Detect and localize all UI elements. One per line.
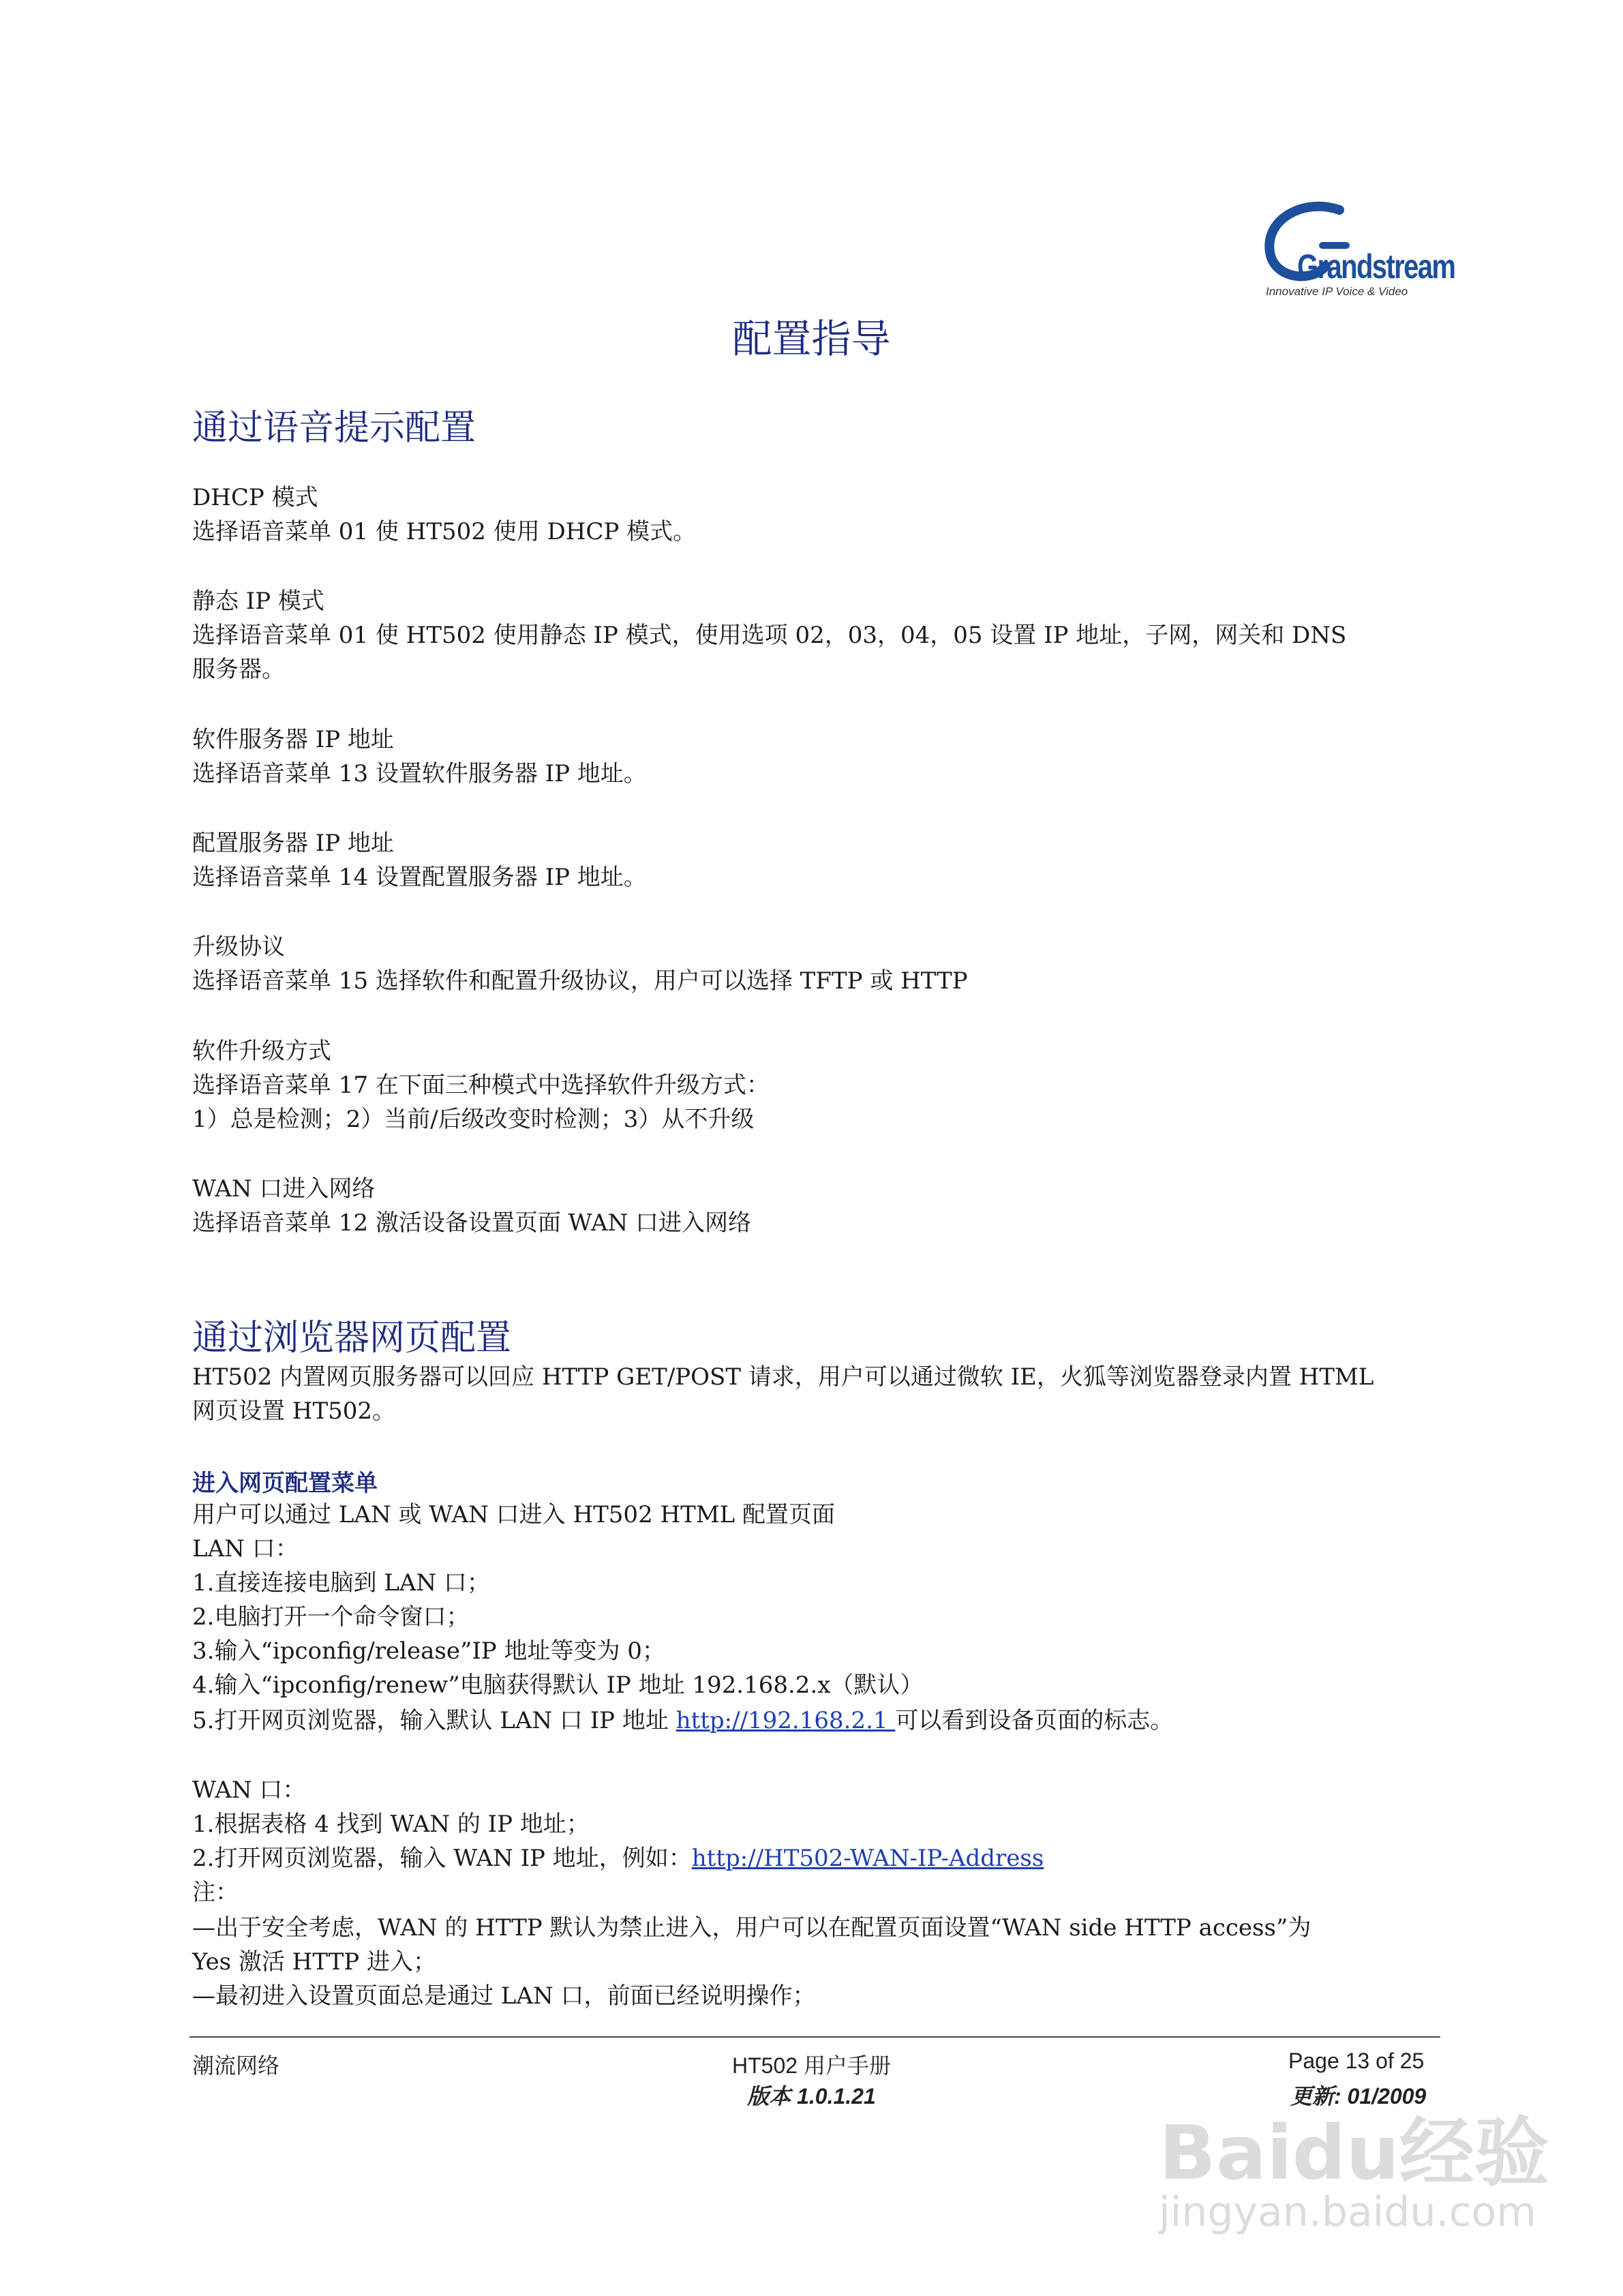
text-line: 配置服务器 IP 地址	[192, 830, 394, 857]
footer-version: 版本 1.0.1.21	[747, 2084, 876, 2109]
text-line: 静态 IP 模式	[192, 588, 324, 615]
text-line-with-link	[192, 1706, 1173, 1736]
logo-brand-text: Grandstream	[1297, 247, 1455, 286]
subsection-heading: 进入网页配置菜单	[192, 1470, 378, 1497]
text-line: 升级协议	[192, 933, 285, 961]
text-line: 软件服务器 IP 地址	[192, 726, 394, 753]
text-line: 1.直接连接电脑到 LAN 口；	[192, 1569, 490, 1597]
footer-divider	[189, 2036, 1440, 2038]
grandstream-logo	[1258, 198, 1455, 307]
text-segment: 5.打开网页浏览器，输入默认 LAN 口 IP 地址	[192, 1707, 676, 1734]
text-line: Yes 激活 HTTP 进入；	[192, 1948, 436, 1976]
footer-company: 潮流网络	[192, 2053, 280, 2078]
text-line: HT502 内置网页服务器可以回应 HTTP GET/POST 请求，用户可以通过微软 IE，火狐等浏览器登录内置 HTML	[192, 1363, 1374, 1391]
watermark-brand: Baidu经验	[1159, 2109, 1549, 2196]
text-line: 1.根据表格 4 找到 WAN 的 IP 地址；	[192, 1811, 590, 1838]
watermark-url: jingyan.baidu.com	[1159, 2188, 1536, 2236]
document-title: 配置指导	[732, 316, 891, 362]
text-line: 选择语音菜单 01 使 HT502 使用静态 IP 模式，使用选项 02，03，04，05 设置 IP 地址，子网，网关和 DNS	[192, 622, 1347, 649]
text-segment: 可以看到设备页面的标志。	[895, 1707, 1174, 1734]
text-segment: 2.打开网页浏览器，输入 WAN IP 地址，例如：	[192, 1845, 692, 1872]
section-heading-browser: 通过浏览器网页配置	[192, 1318, 512, 1359]
text-line: 2.电脑打开一个命令窗口；	[192, 1603, 470, 1631]
text-line: 选择语音菜单 13 设置软件服务器 IP 地址。	[192, 760, 647, 787]
text-line: 用户可以通过 LAN 或 WAN 口进入 HT502 HTML 配置页面	[192, 1501, 836, 1528]
lan-address-link[interactable]: http://192.168.2.1	[676, 1707, 896, 1734]
logo-tagline: Innovative IP Voice & Video	[1266, 285, 1408, 298]
text-line: WAN 口：	[192, 1777, 306, 1804]
text-line: LAN 口：	[192, 1535, 299, 1562]
text-line: —出于安全考虑，WAN 的 HTTP 默认为禁止进入，用户可以在配置页面设置“WAN side HTTP access”为	[192, 1914, 1311, 1942]
section-heading-voice: 通过语音提示配置	[192, 408, 476, 449]
text-line: 注：	[192, 1879, 239, 1906]
text-line: 3.输入“ipconfig/release”IP 地址等变为 0；	[192, 1637, 665, 1665]
text-line: 选择语音菜单 17 在下面三种模式中选择软件升级方式：	[192, 1072, 770, 1099]
footer-manual-title: HT502 用户手册	[732, 2053, 891, 2078]
footer-updated: 更新: 01/2009	[1290, 2084, 1427, 2109]
wan-address-link[interactable]: http://HT502-WAN-IP-Address	[691, 1845, 1044, 1872]
text-line: 选择语音菜单 12 激活设备设置页面 WAN 口进入网络	[192, 1209, 752, 1237]
text-line: 1）总是检测；2）当前/后级改变时检测；3）从不升级	[192, 1106, 755, 1133]
text-line: —最初进入设置页面总是通过 LAN 口，前面已经说明操作；	[192, 1982, 816, 2010]
footer-page-number: Page 13 of 25	[1288, 2049, 1425, 2073]
text-line: 选择语音菜单 15 选择软件和配置升级协议，用户可以选择 TFTP 或 HTTP	[192, 967, 968, 995]
text-line: 软件升级方式	[192, 1038, 331, 1065]
text-line-with-link	[192, 1843, 1044, 1873]
text-line: 网页设置 HT502。	[192, 1398, 396, 1425]
text-line: DHCP 模式	[192, 484, 318, 511]
text-line: 4.输入“ipconfig/renew”电脑获得默认 IP 地址 192.168.2.x（默认）	[192, 1672, 924, 1699]
text-line: 选择语音菜单 01 使 HT502 使用 DHCP 模式。	[192, 518, 697, 545]
text-line: WAN 口进入网络	[192, 1175, 376, 1203]
text-line: 选择语音菜单 14 设置配置服务器 IP 地址。	[192, 864, 647, 891]
text-line: 服务器。	[192, 656, 285, 683]
